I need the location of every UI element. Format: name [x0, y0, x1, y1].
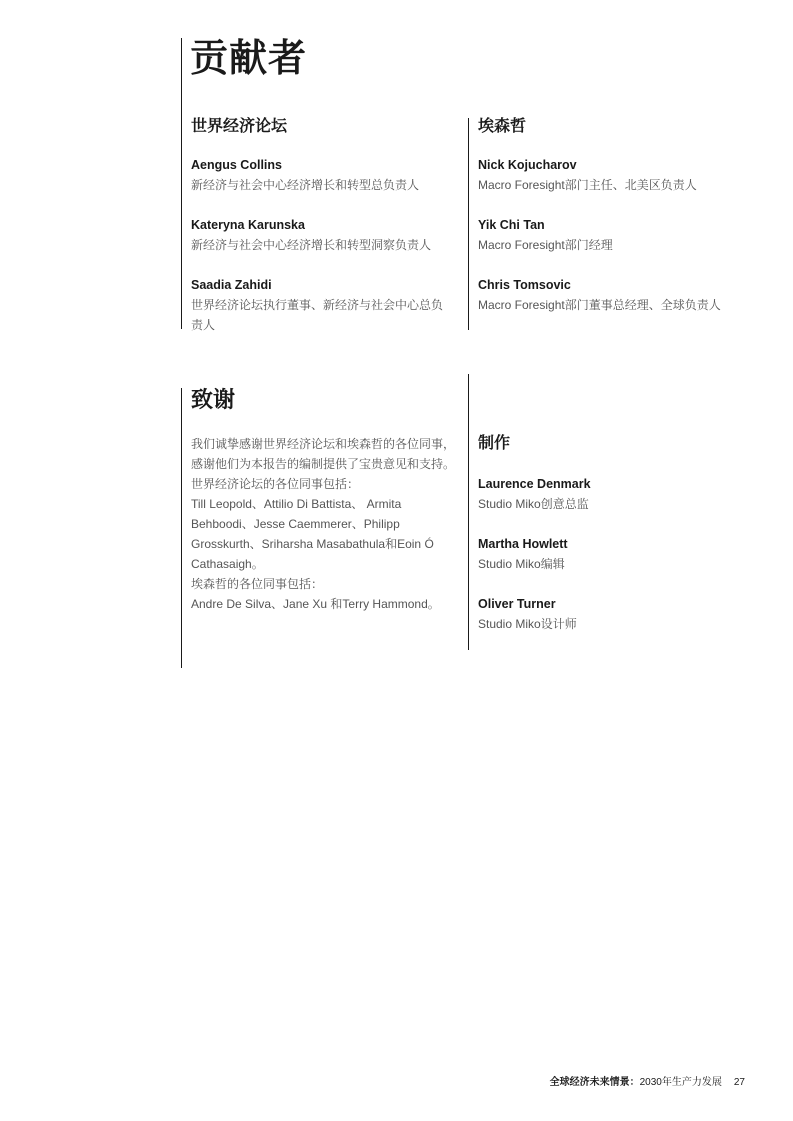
text-line: 埃森哲的各位同事包括：: [191, 577, 324, 591]
production-entry: [478, 534, 768, 574]
text-line: 我们诚挚感谢世界经济论坛和埃森哲的各位同事，: [191, 437, 456, 451]
footer-subtitle: 2030年生产力发展: [639, 1077, 722, 1088]
contributor-entry: [478, 215, 768, 255]
acknowledgements-section: [191, 386, 461, 614]
footer-report-title: 全球经济未来情景：: [549, 1077, 640, 1088]
wef-section-title: 世界经济论坛: [191, 118, 288, 135]
contributor-entry: [191, 275, 461, 335]
contributor-entry: [191, 215, 461, 255]
text-line: 感谢他们为本报告的编制提供了宝贵意见和支持。: [191, 457, 456, 471]
contributor-role: Macro Foresight部门主任、北美区负责人: [478, 178, 697, 192]
accenture-section: [478, 117, 768, 335]
contributor-role: 新经济与社会中心经济增长和转型总负责人: [191, 178, 420, 192]
text-line: Andre De Silva、Jane Xu 和Terry Hammond。: [191, 597, 440, 611]
contributor-name: Aengus Collins: [191, 158, 282, 172]
production-role: Studio Miko创意总监: [478, 497, 589, 511]
contributor-role: Macro Foresight部门董事总经理、全球负责人: [478, 298, 721, 312]
production-name: Oliver Turner: [478, 597, 556, 611]
contributor-entry: [191, 155, 461, 195]
acknowledgements-title: 致谢: [191, 387, 236, 412]
text-line: Cathasaigh。: [191, 557, 264, 571]
production-section: [478, 434, 768, 654]
text-line: 世界经济论坛的各位同事包括：: [191, 477, 360, 491]
text-line: Grosskurth、Sriharsha Masabathula和Eoin Ó: [191, 537, 434, 551]
contributor-name: Nick Kojucharov: [478, 158, 577, 172]
divider-bottom-right: [468, 374, 469, 650]
production-entry: [478, 594, 768, 634]
contributor-role: 责人: [191, 318, 216, 332]
divider-bottom-left: [181, 388, 182, 668]
contributor-role: 新经济与社会中心经济增长和转型洞察负责人: [191, 238, 432, 252]
contributor-entry: [478, 155, 768, 195]
contributor-name: Chris Tomsovic: [478, 278, 571, 292]
page-footer: [550, 1076, 745, 1090]
text-line: Till Leopold、Attilio Di Battista、 Armita: [191, 497, 402, 511]
contributor-role: 世界经济论坛执行董事、新经济与社会中心总负: [191, 298, 444, 312]
contributor-name: Yik Chi Tan: [478, 218, 545, 232]
production-name: Laurence Denmark: [478, 477, 591, 491]
page-number: 27: [733, 1077, 745, 1088]
production-title: 制作: [478, 435, 511, 452]
contributor-role: Macro Foresight部门经理: [478, 238, 613, 252]
contributor-name: Kateryna Karunska: [191, 218, 305, 232]
contributor-entry: [478, 275, 768, 315]
text-line: Behboodi、Jesse Caemmerer、Philipp: [191, 517, 400, 531]
production-name: Martha Howlett: [478, 537, 568, 551]
contributor-name: Saadia Zahidi: [191, 278, 272, 292]
production-role: Studio Miko编辑: [478, 557, 565, 571]
wef-section: [191, 117, 461, 355]
accenture-section-title: 埃森哲: [478, 118, 527, 135]
page-title: 贡献者: [190, 38, 308, 80]
divider-top-right: [468, 118, 469, 330]
acknowledgements-text: [191, 434, 456, 614]
divider-top-left: [181, 38, 182, 329]
production-role: Studio Miko设计师: [478, 617, 577, 631]
production-entry: [478, 474, 768, 514]
